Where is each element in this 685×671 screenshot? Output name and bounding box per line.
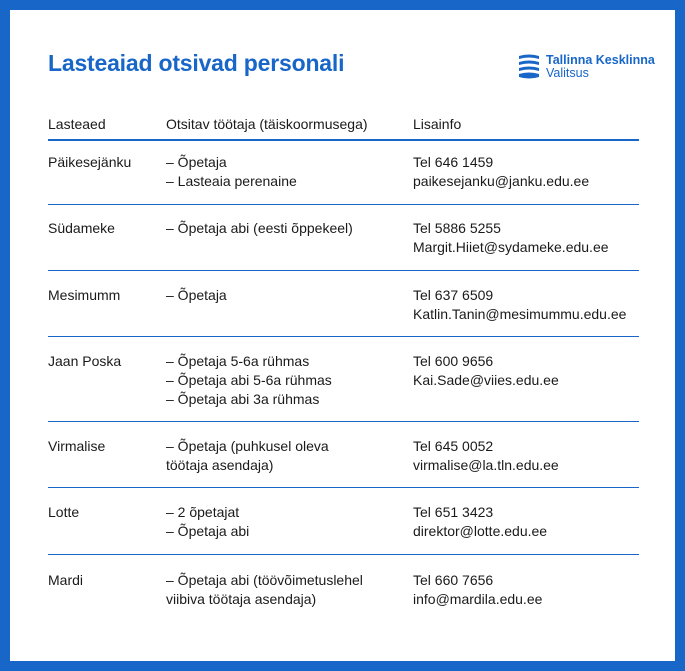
contact-cell — [413, 503, 547, 541]
phone: Tel 645 0052 — [413, 438, 494, 454]
positions-cell — [166, 352, 332, 409]
row-divider — [48, 554, 639, 555]
positions-cell — [166, 286, 227, 305]
contact-cell — [413, 286, 626, 324]
kindergarten-name: Jaan Poska — [48, 353, 122, 369]
column-header-info: Lisainfo — [413, 116, 462, 132]
kindergarten-name: Mardi — [48, 572, 84, 588]
email-link[interactable]: Margit.Hiiet@sydameke.edu.ee — [413, 239, 609, 255]
email-link[interactable]: paikesejanku@janku.edu.ee — [413, 173, 590, 189]
kindergarten-name: Lotte — [48, 504, 80, 520]
header-divider — [48, 139, 639, 141]
kindergarten-name: Mesimumm — [48, 287, 121, 303]
position-item: – Õpetaja (puhkusel oleva — [166, 438, 329, 454]
phone: Tel 651 3423 — [413, 504, 494, 520]
position-item: viibiva töötaja asendaja) — [166, 591, 317, 607]
row-divider — [48, 204, 639, 205]
positions-cell — [166, 437, 329, 475]
row-divider — [48, 487, 639, 488]
email-link[interactable]: virmalise@la.tln.edu.ee — [413, 457, 559, 473]
contact-cell — [413, 219, 609, 257]
position-item: töötaja asendaja) — [166, 457, 274, 473]
email-link[interactable]: Katlin.Tanin@mesimummu.edu.ee — [413, 306, 627, 322]
phone: Tel 637 6509 — [413, 287, 494, 303]
contact-cell — [413, 352, 559, 390]
position-item: – Õpetaja abi — [166, 523, 250, 539]
column-header-position: Otsitav töötaja (täiskoormusega) — [166, 116, 368, 132]
email-link[interactable]: Kai.Sade@viies.edu.ee — [413, 372, 559, 388]
page-title: Lasteaiad otsivad personali — [48, 50, 345, 76]
city-logo — [518, 54, 655, 80]
kindergarten-name: Virmalise — [48, 438, 106, 454]
position-item: – Õpetaja — [166, 287, 227, 303]
position-item: – Õpetaja abi (eesti õppekeel) — [166, 220, 353, 236]
positions-cell — [166, 571, 363, 609]
logo-subtitle: Valitsus — [546, 66, 589, 80]
row-divider — [48, 421, 639, 422]
contact-cell — [413, 437, 559, 475]
positions-cell — [166, 219, 353, 238]
kindergarten-name: Päikesejänku — [48, 154, 132, 170]
phone: Tel 600 9656 — [413, 353, 494, 369]
positions-cell — [166, 153, 297, 191]
position-item: – Õpetaja — [166, 154, 227, 170]
positions-cell — [166, 503, 249, 541]
position-item: – Õpetaja abi (töövõimetuslehel — [166, 572, 363, 588]
tallinn-wave-icon — [518, 54, 540, 80]
position-item: – 2 õpetajat — [166, 504, 240, 520]
position-item: – Õpetaja abi 3a rühmas — [166, 391, 320, 407]
contact-cell — [413, 571, 542, 609]
logo-name: Tallinna Kesklinna — [546, 53, 655, 67]
phone: Tel 646 1459 — [413, 154, 494, 170]
position-item: – Õpetaja abi 5-6a rühmas — [166, 372, 332, 388]
row-divider — [48, 336, 639, 337]
position-item: – Õpetaja 5-6a rühmas — [166, 353, 310, 369]
column-header-kindergarten: Lasteaed — [48, 116, 106, 132]
email-link[interactable]: direktor@lotte.edu.ee — [413, 523, 548, 539]
kindergarten-name: Südameke — [48, 220, 115, 236]
row-divider — [48, 270, 639, 271]
job-listing-card — [10, 10, 675, 661]
phone: Tel 5886 5255 — [413, 220, 501, 236]
contact-cell — [413, 153, 589, 191]
email-link[interactable]: info@mardila.edu.ee — [413, 591, 543, 607]
phone: Tel 660 7656 — [413, 572, 494, 588]
position-item: – Lasteaia perenaine — [166, 173, 297, 189]
